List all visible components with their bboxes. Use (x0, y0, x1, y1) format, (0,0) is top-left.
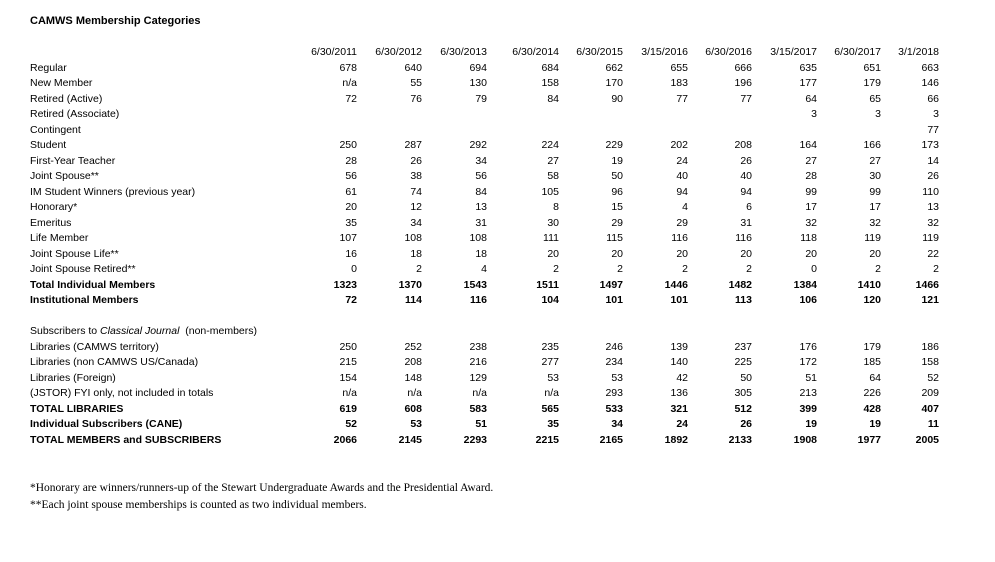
page-title: CAMWS Membership Categories (30, 15, 201, 27)
table-cell: 3 (875, 108, 881, 120)
table-cell: 119 (864, 232, 881, 244)
table-cell: 293 (605, 387, 623, 399)
table-cell: 96 (611, 185, 623, 198)
table-cell: 608 (404, 402, 422, 415)
table-cell: 399 (799, 402, 817, 415)
row-label: Regular (30, 61, 67, 74)
table-cell: 177 (799, 77, 817, 89)
table-cell: 225 (734, 356, 752, 368)
table-cell: 74 (410, 185, 422, 198)
table-cell: 111 (543, 232, 559, 244)
table-cell: 583 (469, 402, 487, 415)
table-cell: 20 (547, 247, 559, 260)
table-cell: 116 (671, 232, 688, 244)
row-label: Joint Spouse Life** (30, 247, 119, 260)
table-cell: 4 (481, 263, 487, 275)
column-header: 6/30/2012 (375, 46, 422, 58)
table-cell: 154 (339, 371, 357, 384)
table-cell: 20 (869, 247, 881, 260)
table-cell: 635 (799, 61, 817, 74)
table-cell: 213 (799, 387, 817, 399)
table-cell: 24 (676, 154, 688, 167)
table-cell: 52 (927, 371, 939, 384)
row-label: TOTAL MEMBERS and SUBSCRIBERS (30, 433, 222, 446)
row-label: Retired (Active) (30, 92, 103, 105)
table-cell: 18 (410, 247, 422, 260)
row-label: IM Student Winners (previous year) (30, 185, 196, 198)
table-cell: 53 (611, 371, 623, 384)
row-label: Joint Spouse Retired** (30, 263, 136, 275)
table-cell: 1511 (536, 278, 559, 291)
table-cell: 2 (746, 263, 752, 275)
table-cell: n/a (342, 387, 357, 399)
row-label: Honorary* (30, 201, 78, 213)
table-cell: 20 (611, 247, 623, 260)
table-cell: 30 (869, 170, 881, 182)
footnote-joint-spouse: **Each joint spouse memberships is counted as two individual members. (30, 499, 367, 511)
table-cell: 14 (927, 154, 939, 167)
table-cell: 110 (922, 185, 939, 198)
table-cell: 1323 (333, 278, 357, 291)
row-label: Joint Spouse** (30, 170, 99, 182)
table-cell: 77 (927, 123, 939, 136)
table-cell: 64 (869, 371, 881, 384)
table-cell: 139 (670, 340, 688, 353)
table-cell: 179 (863, 340, 881, 353)
column-header: 3/15/2017 (770, 46, 817, 58)
table-cell: 17 (869, 201, 881, 213)
table-cell: 18 (475, 247, 487, 260)
table-cell: 277 (541, 356, 559, 368)
table-cell: 34 (611, 418, 623, 430)
table-cell: 1410 (857, 278, 881, 291)
column-header: 3/15/2016 (641, 46, 688, 58)
table-cell: 34 (410, 216, 422, 229)
table-cell: 56 (345, 170, 357, 182)
table-cell: 119 (922, 232, 939, 244)
table-cell: 166 (863, 139, 881, 151)
table-cell: 99 (805, 185, 817, 198)
table-cell: n/a (407, 387, 422, 399)
table-cell: 2293 (463, 433, 487, 446)
table-cell: 101 (670, 294, 688, 306)
table-cell: 250 (339, 340, 357, 353)
row-label: Life Member (30, 232, 89, 244)
row-label: Libraries (CAMWS territory) (30, 340, 159, 353)
table-cell: 565 (541, 402, 559, 415)
table-cell: 208 (404, 356, 422, 368)
table-cell: 35 (547, 418, 559, 430)
table-cell: 26 (410, 154, 422, 167)
table-cell: 76 (410, 92, 422, 105)
table-cell: 19 (805, 418, 817, 430)
table-cell: n/a (342, 77, 357, 89)
table-cell: 77 (676, 92, 688, 105)
table-cell: 31 (740, 216, 752, 229)
table-cell: 32 (869, 216, 881, 229)
table-cell: 121 (921, 294, 939, 306)
table-cell: 292 (469, 139, 487, 151)
table-cell: 1384 (793, 278, 817, 291)
table-cell: 29 (611, 216, 623, 229)
row-label: New Member (30, 77, 93, 89)
table-cell: 53 (547, 371, 559, 384)
table-cell: 252 (404, 340, 422, 353)
table-cell: 50 (611, 170, 623, 182)
table-cell: 20 (805, 247, 817, 260)
table-cell: 31 (475, 216, 487, 229)
table-cell: 55 (410, 77, 422, 89)
table-cell: 235 (541, 340, 559, 353)
table-cell: 1370 (398, 278, 422, 291)
table-cell: 2165 (599, 433, 623, 446)
table-cell: 56 (475, 170, 487, 182)
column-header: 6/30/2015 (576, 46, 623, 58)
table-cell: 20 (676, 247, 688, 260)
row-label: Student (30, 139, 67, 151)
table-cell: 640 (404, 61, 422, 74)
table-cell: 116 (735, 232, 752, 244)
table-cell: 6 (746, 201, 752, 213)
table-cell: 321 (670, 402, 688, 415)
table-cell: 684 (541, 61, 559, 74)
table-cell: 38 (410, 170, 422, 182)
table-cell: 1482 (728, 278, 752, 291)
table-cell: 34 (475, 154, 487, 167)
table-cell: 619 (339, 402, 357, 415)
table-cell: 24 (676, 418, 688, 430)
table-cell: 1908 (793, 433, 817, 446)
column-header: 6/30/2017 (834, 46, 881, 58)
table-cell: 26 (927, 170, 939, 182)
table-cell: 666 (734, 61, 752, 74)
table-cell: 84 (475, 185, 487, 198)
table-cell: 79 (475, 92, 487, 105)
table-cell: 19 (611, 154, 623, 167)
table-cell: 209 (921, 387, 939, 399)
table-cell: 26 (740, 154, 752, 167)
row-label-part: (non-members) (179, 325, 258, 337)
table-cell: 40 (740, 170, 752, 182)
row-label: Total Individual Members (30, 278, 156, 291)
table-cell: 27 (869, 154, 881, 167)
table-cell: 32 (805, 216, 817, 229)
column-header: 6/30/2011 (311, 46, 357, 58)
row-label-part: Subscribers to (30, 325, 101, 337)
table-cell: 13 (475, 201, 487, 213)
table-cell: 99 (869, 185, 881, 198)
table-cell: 35 (345, 216, 357, 229)
table-cell: 52 (345, 418, 357, 430)
table-cell: 129 (469, 371, 487, 384)
table-cell: 2005 (915, 433, 939, 446)
table-cell: 678 (339, 61, 357, 74)
table-cell: 287 (404, 139, 422, 151)
table-cell: 216 (469, 356, 487, 368)
footnotes (30, 480, 493, 514)
table-cell: 136 (670, 387, 688, 399)
table-cell: 694 (469, 61, 487, 74)
table-cell: 118 (800, 232, 817, 244)
table-cell: 407 (921, 402, 939, 415)
table-cell: 158 (921, 356, 939, 368)
row-label: First-Year Teacher (30, 154, 116, 167)
table-cell: 4 (682, 201, 688, 213)
row-label: Libraries (non CAMWS US/Canada) (30, 356, 199, 368)
table-cell: 1543 (463, 278, 487, 291)
table-cell: 533 (605, 402, 623, 415)
table-cell: 2 (617, 263, 623, 275)
table-cell: 428 (863, 402, 881, 415)
table-cell: 246 (605, 340, 623, 353)
row-label: Emeritus (30, 216, 72, 229)
table-cell: 185 (863, 356, 881, 368)
table-cell: 224 (541, 139, 559, 151)
row-label (30, 324, 257, 339)
table-cell: 512 (734, 402, 752, 415)
table-cell: 186 (921, 340, 939, 353)
table-cell: 72 (345, 92, 357, 105)
column-header: 6/30/2016 (705, 46, 752, 58)
table-cell: 229 (605, 139, 623, 151)
table-cell: 113 (735, 294, 752, 306)
row-label: Individual Subscribers (CANE) (30, 418, 183, 430)
table-cell: 72 (345, 294, 357, 306)
table-cell: 3 (933, 108, 939, 120)
table-cell: 202 (670, 139, 688, 151)
table-cell: 27 (547, 154, 559, 167)
table-cell: 0 (811, 263, 817, 275)
table-cell: 237 (734, 340, 752, 353)
table-cell: 16 (345, 247, 357, 260)
table-cell: 51 (475, 418, 487, 430)
table-cell: 94 (740, 185, 752, 198)
column-header: 6/30/2014 (512, 46, 559, 58)
table-cell: 53 (410, 418, 422, 430)
table-cell: 108 (469, 232, 487, 244)
table-cell: 172 (799, 356, 817, 368)
table-cell: 2 (682, 263, 688, 275)
table-cell: 179 (863, 77, 881, 89)
table-cell: 106 (799, 294, 817, 306)
table-cell: 115 (606, 232, 623, 244)
table-cell: 140 (670, 356, 688, 368)
table-cell: 15 (611, 201, 623, 213)
table-cell: 3 (811, 108, 817, 120)
table-cell: 58 (547, 170, 559, 182)
table-cell: 655 (670, 61, 688, 74)
table-cell: 2133 (728, 433, 752, 446)
table-cell: 2 (933, 263, 939, 275)
table-cell: 1466 (915, 278, 939, 291)
column-header: 3/1/2018 (898, 46, 939, 58)
table-cell: 651 (863, 61, 881, 74)
table-cell: 2066 (333, 433, 357, 446)
table-cell: 28 (345, 154, 357, 167)
table-cell: 20 (345, 201, 357, 213)
table-cell: 250 (339, 139, 357, 151)
table-cell: 0 (351, 263, 357, 275)
table-cell: 22 (927, 247, 939, 260)
table-cell: 226 (863, 387, 881, 399)
table-cell: 105 (541, 185, 559, 198)
table-cell: n/a (472, 387, 487, 399)
table-cell: 20 (740, 247, 752, 260)
table-cell: 61 (345, 185, 357, 198)
table-cell: 1892 (664, 433, 688, 446)
table-cell: 2215 (535, 433, 559, 446)
table-cell: 176 (799, 340, 817, 353)
table-cell: 238 (469, 340, 487, 353)
table-cell: 130 (469, 77, 487, 89)
table-cell: 66 (927, 92, 939, 105)
table-cell: 116 (470, 294, 487, 306)
table-cell: 114 (405, 294, 422, 306)
table-cell: 146 (921, 77, 939, 89)
table-cell: 1497 (599, 278, 623, 291)
table-cell: 11 (927, 418, 939, 430)
footnote-honorary: *Honorary are winners/runners-up of the Stewart Undergraduate Awards and the Presidential Award. (30, 482, 494, 494)
row-label-part: Classical Journal (100, 325, 180, 337)
table-cell: 77 (740, 92, 752, 105)
table-cell: 90 (611, 92, 623, 105)
table-cell: 42 (676, 371, 688, 384)
table-cell: 662 (605, 61, 623, 74)
table-cell: 13 (927, 201, 939, 213)
row-label: Contingent (30, 123, 81, 136)
table-cell: 8 (553, 201, 559, 213)
table-cell: 64 (805, 92, 817, 105)
table-cell: 26 (740, 418, 752, 430)
table-cell: 12 (410, 201, 422, 213)
table-cell: 101 (605, 294, 623, 306)
column-header: 6/30/2013 (440, 46, 487, 58)
table-cell: 2 (416, 263, 422, 275)
row-label: Retired (Associate) (30, 108, 120, 120)
table-cell: 158 (541, 77, 559, 89)
table-cell: 27 (805, 154, 817, 167)
table-cell: 196 (734, 77, 752, 89)
row-label: Institutional Members (30, 294, 139, 306)
table-cell: 1977 (857, 433, 881, 446)
table-cell: 30 (547, 216, 559, 229)
table-cell: 17 (805, 201, 817, 213)
row-label: TOTAL LIBRARIES (30, 402, 124, 415)
table-cell: 51 (805, 371, 817, 384)
table-cell: 104 (541, 294, 559, 306)
table-cell: 663 (921, 61, 939, 74)
row-label: (JSTOR) FYI only, not included in totals (30, 387, 214, 399)
table-cell: 120 (863, 294, 881, 306)
table-cell: 215 (339, 356, 357, 368)
table-cell: 1446 (664, 278, 688, 291)
table-cell: 2145 (398, 433, 422, 446)
table-cell: 173 (921, 139, 939, 151)
table-cell: 94 (676, 185, 688, 198)
row-label: Libraries (Foreign) (30, 371, 116, 384)
table-cell: 50 (740, 371, 752, 384)
table-cell: 107 (339, 232, 357, 244)
table-cell: 2 (875, 263, 881, 275)
table-cell: n/a (544, 387, 559, 399)
table-cell: 208 (734, 139, 752, 151)
table-cell: 84 (547, 92, 559, 105)
table-cell: 65 (869, 92, 881, 105)
table-cell: 108 (404, 232, 422, 244)
table-cell: 19 (869, 418, 881, 430)
table-cell: 234 (605, 356, 623, 368)
table-cell: 40 (676, 170, 688, 182)
table-cell: 305 (734, 387, 752, 399)
table-cell: 32 (927, 216, 939, 229)
table-cell: 170 (605, 77, 623, 89)
table-cell: 183 (670, 77, 688, 89)
table-cell: 164 (799, 139, 817, 151)
table-cell: 2 (553, 263, 559, 275)
table-cell: 28 (805, 170, 817, 182)
table-cell: 29 (676, 216, 688, 229)
table-cell: 148 (404, 371, 422, 384)
